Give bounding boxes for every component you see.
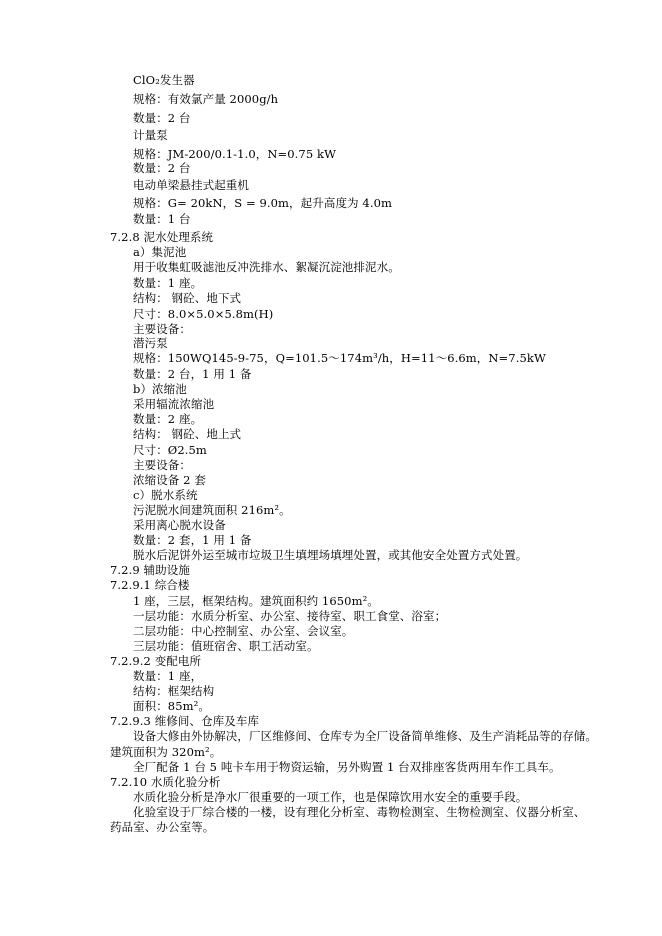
text-line: 计量泵	[133, 128, 168, 142]
text-line: 污泥脱水间建筑面积 216m²。	[133, 503, 291, 517]
text-line: 结构：框架结构	[133, 684, 215, 698]
text-line: 规格：G= 20kN，S = 9.0m，起升高度为 4.0m	[133, 196, 393, 210]
text-line: 数量：2 台，1 用 1 备	[133, 367, 252, 381]
text-line: 尺寸：8.0×5.0×5.8m(H)	[133, 307, 274, 321]
subsection-heading: c）脱水系统	[133, 488, 198, 502]
text-line: 结构： 钢砼、地上式	[133, 427, 242, 441]
section-heading: 7.2.10 水质化验分析	[110, 775, 221, 789]
text-line: 规格：有效氯产量 2000g/h	[133, 92, 279, 106]
text-line: 一层功能：水质分析室、办公室、接待室、职工食堂、浴室；	[133, 609, 447, 623]
text-line: 水质化验分析是净水厂很重要的一项工作，也是保障饮用水安全的重要手段。	[133, 790, 528, 804]
text-line: 采用辐流浓缩池	[133, 397, 215, 411]
text-line: 数量：2 台	[133, 161, 191, 175]
text-line: 数量：1 座。	[133, 276, 203, 290]
section-heading: 7.2.9.2 变配电所	[110, 654, 202, 668]
text-line: 主要设备：	[133, 458, 191, 472]
text-line: 浓缩设备 2 套	[133, 473, 206, 487]
text-line: 用于收集虹吸滤池反冲洗排水、絮凝沉淀池排泥水。	[133, 260, 400, 274]
text-line: 设备大修由外协解决，厂区维修间、仓库专为全厂设备简单维修、及生产消耗品等的存储。	[133, 729, 597, 743]
text-line: 全厂配备 1 台 5 吨卡车用于物资运输，另外购置 1 台双排座客货两用车作工具车。	[133, 760, 561, 774]
text-line: 规格：JM-200/0.1-1.0，N=0.75 kW	[133, 147, 337, 161]
section-heading: 7.2.8 泥水处理系统	[110, 230, 214, 244]
text-line: 数量：2 座。	[133, 412, 203, 426]
text-line: 脱水后泥饼外运至城市垃圾卫生填埋场填埋处置，或其他安全处置方式处置。	[133, 548, 528, 562]
text-line: 化验室设于厂综合楼的一楼，设有理化分析室、毒物检测室、生物检测室、仪器分析室、	[133, 805, 586, 819]
section-heading: 7.2.9 辅助设施	[110, 563, 190, 577]
text-line: 电动单梁悬挂式起重机	[133, 178, 249, 192]
text-line: 结构： 钢砼、地下式	[133, 291, 242, 305]
section-heading: 7.2.9.3 维修间、仓库及车库	[110, 714, 260, 728]
text-line: ClO₂发生器	[133, 73, 195, 87]
subsection-heading: a）集泥池	[133, 245, 187, 259]
text-line: 潜污泵	[133, 336, 168, 350]
text-line: 数量：1 座，	[133, 669, 203, 683]
text-line: 数量：1 台	[133, 212, 191, 226]
text-line: 三层功能：值班宿舍、职工活动室。	[133, 639, 319, 653]
text-line: 主要设备：	[133, 322, 191, 336]
text-line: 采用离心脱水设备	[133, 518, 226, 532]
subsection-heading: b）浓缩池	[133, 382, 187, 396]
section-heading: 7.2.9.1 综合楼	[110, 578, 190, 592]
text-line: 规格：150WQ145-9-75，Q=101.5～174m³/h，H=11～6.6m，N=7.5kW	[133, 351, 546, 365]
text-line: 二层功能：中心控制室、办公室、会议室。	[133, 624, 354, 638]
text-line: 药品室、办公室等。	[110, 820, 215, 834]
text-line: 建筑面积为 320m²。	[110, 745, 222, 759]
text-line: 尺寸：Ø2.5m	[133, 443, 207, 457]
text-line: 数量：2 套，1 用 1 备	[133, 533, 252, 547]
text-line: 面积：85m²。	[133, 699, 210, 713]
text-line: 数量：2 台	[133, 111, 191, 125]
text-line: 1 座，三层，框架结构。建筑面积约 1650m²。	[133, 594, 379, 608]
